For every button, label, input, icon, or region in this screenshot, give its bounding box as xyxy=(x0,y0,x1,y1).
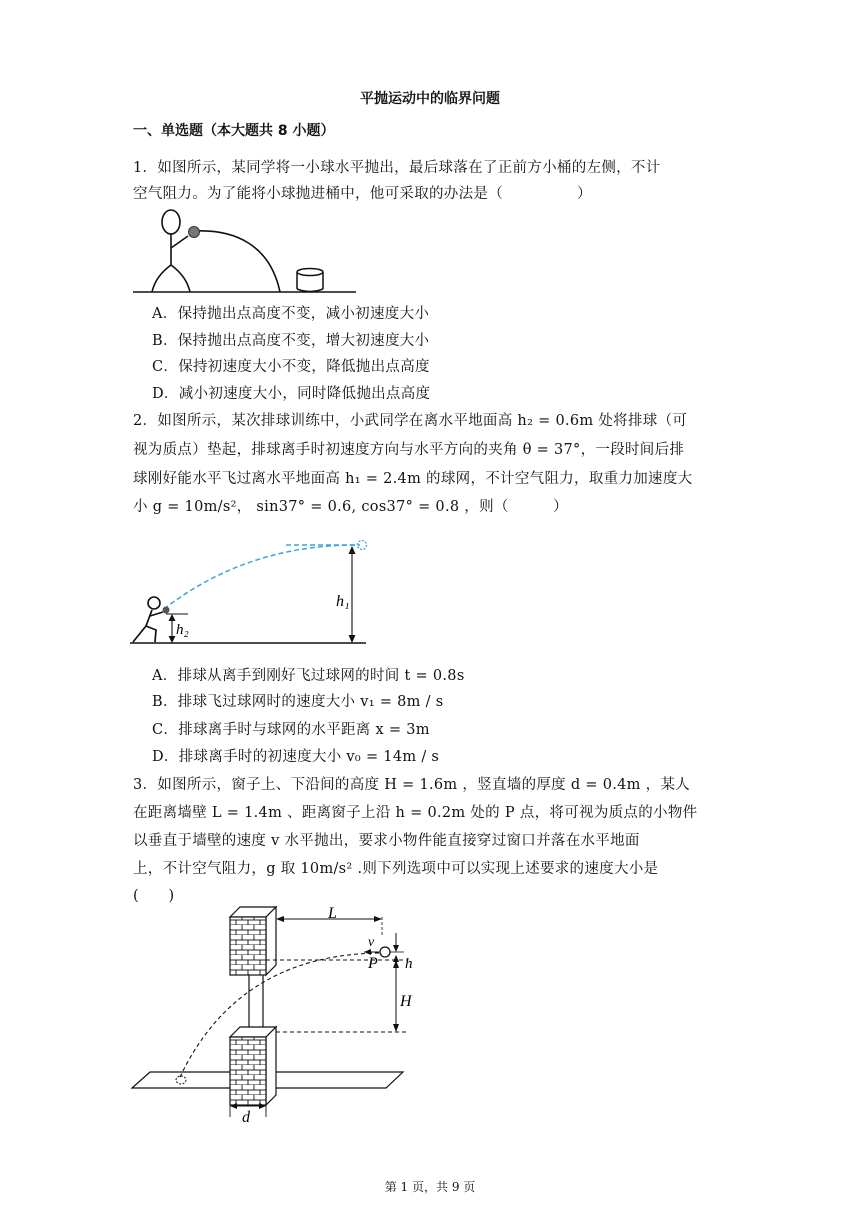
q2-option-a: A．排球从离手到刚好飞过球网的时间 t = 0.8s xyxy=(152,668,465,684)
q3-label-h: h xyxy=(405,956,413,972)
q3-figure-window-wall xyxy=(128,905,428,1125)
q2-figure-volleyball xyxy=(128,534,378,650)
q2-line-1: 2．如图所示，某次排球训练中，小武同学在离水平地面高 h₂ = 0.6m 处将排球（可 xyxy=(133,413,688,429)
q3-line-3: 以垂直于墙壁的速度 v 水平抛出，要求小物件能直接穿过窗口并落在水平地面 xyxy=(133,833,640,849)
q2-line-2: 视为质点）垫起，排球离手时初速度方向与水平方向的夹角 θ = 37°，一段时间后排 xyxy=(133,442,685,458)
q2-option-d: D．排球离手时的初速度大小 v₀ = 14m / s xyxy=(152,749,440,765)
q1-option-b: B．保持抛出点高度不变，增大初速度大小 xyxy=(152,333,430,349)
q3-label-v: v xyxy=(368,935,375,950)
q2-label-h2: h₂ xyxy=(176,622,189,638)
q3-label-L: L xyxy=(328,905,337,922)
q2-option-b: B．排球飞过球网时的速度大小 v₁ = 8m / s xyxy=(152,694,444,710)
q2-label-h1: h₁ xyxy=(336,593,350,610)
q3-line-4: 上，不计空气阻力，g 取 10m/s² .则下列选项中可以实现上述要求的速度大小是 xyxy=(133,861,659,877)
page-title: 平抛运动中的临界问题 xyxy=(360,91,500,107)
q1-figure-thrower-bucket xyxy=(130,205,380,297)
page-footer: 第 1 页，共 9 页 xyxy=(384,1180,476,1194)
q2-option-c: C．排球离手时与球网的水平距离 x = 3m xyxy=(152,722,430,738)
q3-line-2: 在距离墙壁 L = 1.4m 、距离窗子上沿 h = 0.2m 处的 P 点，将可视为质点的小物件 xyxy=(133,805,698,821)
q2-line-4: 小 g = 10m/s²， sin37° = 0.6, cos37° = 0.8 ，则（ ） xyxy=(133,499,568,515)
q3-label-H: H xyxy=(400,993,412,1010)
q1-option-d: D．减小初速度大小，同时降低抛出点高度 xyxy=(152,386,431,402)
section-heading: 一、单选题（本大题共 8 小题） xyxy=(133,123,335,139)
q1-option-a: A．保持抛出点高度不变，减小初速度大小 xyxy=(152,306,430,322)
q3-label-d: d xyxy=(242,1109,250,1125)
q1-line-2: 空气阻力。为了能将小球抛进桶中，他可采取的办法是（ ） xyxy=(133,186,592,202)
q1-line-1: 1．如图所示，某同学将一小球水平抛出，最后球落在了正前方小桶的左侧，不计 xyxy=(133,160,661,176)
q2-line-3: 球刚好能水平飞过离水平地面高 h₁ = 2.4m 的球网，不计空气阻力，取重力加速度大 xyxy=(133,471,693,487)
q3-label-P: P xyxy=(368,955,378,972)
q3-line-1: 3．如图所示，窗子上、下沿间的高度 H = 1.6m ，竖直墙的厚度 d = 0.4m ，某人 xyxy=(133,777,691,793)
q1-option-c: C．保持初速度大小不变，降低抛出点高度 xyxy=(152,359,430,375)
q3-line-5: ( ) xyxy=(133,888,175,904)
